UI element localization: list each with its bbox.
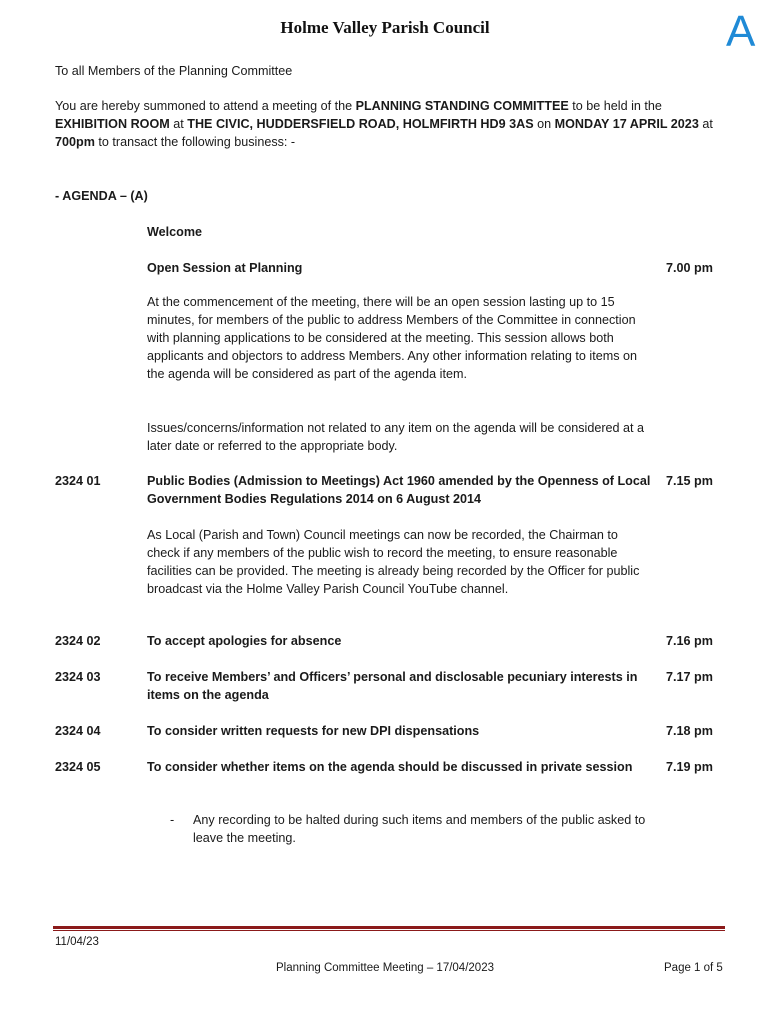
summons-text-3: at — [169, 117, 188, 131]
item-title: To receive Members’ and Officers’ personal and disclosable pecuniary interests in items on the agenda — [147, 670, 638, 702]
salutation: To all Members of the Planning Committee — [55, 64, 293, 78]
footer-date: 11/04/23 — [55, 936, 99, 948]
agenda-heading: - AGENDA – (A) — [55, 189, 148, 203]
open-session-time: 7.00 pm — [666, 261, 713, 275]
footer-rule — [53, 926, 725, 929]
item-body: As Local (Parish and Town) Council meetings can now be recorded, the Chairman to check if any members of the public wish to record the meeting, to ensure reasonable facilities can be provided. The meeting is already being recorded by the Officer for public broadcast via the Holme Valley Parish Council YouTube channel. — [147, 528, 640, 596]
document-title: Holme Valley Parish Council — [280, 18, 490, 37]
item-time: 7.16 pm — [666, 634, 713, 648]
item-time: 7.15 pm — [666, 474, 713, 488]
logo-a-icon: A — [726, 7, 756, 56]
open-session-para-1: At the commencement of the meeting, there will be an open session lasting up to 15 minutes, for members of the public to address Members of the Committee in connection with planning applications to be considered at the meeting. This session allows both applicants and objectors to address Members. Any other information relating to items on the agenda will be considered as part of the agenda item. — [147, 295, 638, 381]
item-time: 7.19 pm — [666, 760, 713, 774]
summons-text-4: on — [533, 117, 555, 131]
meeting-date: MONDAY 17 APRIL 2023 — [554, 117, 699, 131]
meeting-time: 700pm — [55, 135, 95, 149]
item-title: To consider whether items on the agenda should be discussed in private session — [147, 760, 633, 774]
meeting-venue: THE CIVIC, HUDDERSFIELD ROAD, HOLMFIRTH HD9 3AS — [187, 117, 534, 131]
welcome-item: Welcome — [147, 225, 203, 239]
summons-text-2: to be held in the — [568, 99, 662, 113]
item-time: 7.17 pm — [666, 670, 713, 684]
summons-text-5: at — [698, 117, 713, 131]
summons-text-6: to transact the following business: - — [94, 135, 296, 149]
item-number: 2324 05 — [55, 760, 101, 774]
open-session-para-2: Issues/concerns/information not related to any item on the agenda will be considered at a later date or referred to the appropriate body. — [147, 421, 645, 453]
item-title: To consider written requests for new DPI dispensations — [147, 724, 480, 738]
item-title: Public Bodies (Admission to Meetings) Act 1960 amended by the Openness of Local Government Bodies Regulations 2014 on 6 August 2014 — [147, 474, 651, 506]
item-time: 7.18 pm — [666, 724, 713, 738]
item-number: 2324 03 — [55, 670, 101, 684]
committee-name: PLANNING STANDING COMMITTEE — [355, 99, 569, 113]
bullet-marker: - — [170, 813, 175, 827]
summons-paragraph — [55, 97, 730, 151]
item-number: 2324 04 — [55, 724, 101, 738]
item-number: 2324 01 — [55, 474, 101, 488]
meeting-room: EXHIBITION ROOM — [55, 117, 170, 131]
bullet-text: Any recording to be halted during such items and members of the public asked to leave the meeting. — [193, 813, 646, 845]
summons-text-1: You are hereby summoned to attend a meeting of the — [55, 99, 356, 113]
footer-meeting-label: Planning Committee Meeting – 17/04/2023 — [275, 962, 494, 974]
item-number: 2324 02 — [55, 634, 101, 648]
open-session-title: Open Session at Planning — [147, 261, 303, 275]
footer-page-number: Page 1 of 5 — [664, 962, 723, 974]
item-title: To accept apologies for absence — [147, 634, 342, 648]
footer-rule-thin — [53, 930, 725, 931]
